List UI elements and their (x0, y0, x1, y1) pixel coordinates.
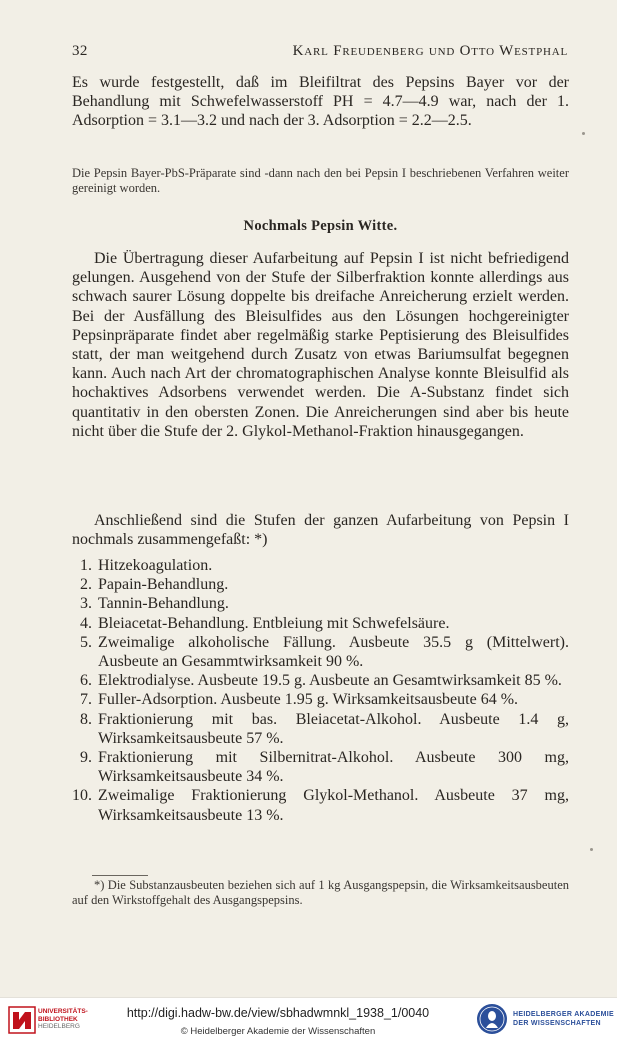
academy-label: HEIDELBERGER AKADEMIE DER WISSENSCHAFTEN (513, 1011, 614, 1027)
list-item-text: Elektrodialyse. Ausbeute 19.5 g. Ausbeute an Gesamtwirksamkeit 85 %. (98, 672, 562, 690)
paragraph-ph-values: Es wurde festgestellt, daß im Bleifiltrat des Pepsins Bayer vor der Behandlung mit Schwefelwasserstoff PH = 4.7—4.9 war, nach der 1. Adsorption = 3.1—3.2 und nach der 3. Adsorption = 2.2—2.5. (72, 74, 569, 130)
list-item (72, 575, 569, 594)
list-item-text: Zweimalige alkoholische Fällung. Ausbeute 35.5 g (Mittelwert). Ausbeute an Gesammtwirksamkeit 90 %. (98, 633, 569, 671)
list-item (72, 710, 569, 748)
list-item-number: 1. (80, 557, 92, 574)
university-library-logo-icon (8, 1006, 36, 1034)
paragraph-summary-intro: Anschließend sind die Stufen der ganzen Aufarbeitung von Pepsin I nochmals zusammengefaßt: *) (72, 512, 569, 549)
list-item-number: 5. (80, 633, 92, 651)
list-item-text: Bleiacetat-Behandlung. Entbleiung mit Schwefelsäure. (98, 614, 450, 632)
list-item (72, 556, 569, 575)
list-item (72, 614, 569, 633)
list-item (72, 748, 569, 786)
page-number: 32 (72, 43, 88, 59)
paragraph-pepsin-witte: Die Übertragung dieser Aufarbeitung auf Pepsin I ist nicht befriedigend gelungen. Ausgehend von der Stufe der Silberfraktion konnte allerdings aus schwach saurer Lösung doppelte bis dreifache Anreicherung erzielt werden. Bei der Ausfällung des Bleisulfides aus den Lösungen hochgereinigter Pepsinpräparate findet aber regelmäßig starke Peptisierung des Bleisulfides statt, der man weitgehend durch Zusatz von etwas Bariumsulfat begegnen kann. Auch nach Art der chromatographischen Analyse konnte Bleisulfid als hochaktives Adsorbens verwendet werden. Die A-Substanz findet sich quantitativ in den obersten Zonen. Die Anreicherungen sind aber bis heute nicht über die Stufe der 2. Glykol-Methanol-Fraktion hinausgegangen. (72, 250, 569, 440)
university-library-label: UNIVERSITÄTS- BIBLIOTHEK HEIDELBERG (38, 1008, 88, 1030)
list-item-number: 6. (80, 672, 92, 690)
scan-speck (590, 848, 593, 851)
list-item-number: 9. (80, 749, 92, 767)
list-item (72, 594, 569, 613)
list-item-number: 10. (72, 787, 92, 805)
list-item-number: 4. (80, 614, 92, 632)
list-item-text: Papain-Behandlung. (98, 576, 229, 594)
permalink-url[interactable]: http://digi.hadw-bw.de/view/sbhadwmnkl_1938_1/0040 (126, 1006, 430, 1020)
list-item-text: Fuller-Adsorption. Ausbeute 1.95 g. Wirksamkeitsausbeute 64 %. (98, 691, 519, 709)
scan-speck (582, 132, 585, 135)
page-header (72, 43, 568, 63)
list-item-text: Zweimalige Fraktionierung Glykol-Methanol. Ausbeute 37 mg, Wirksamkeitsausbeute 13 %. (98, 787, 569, 824)
procedure-steps-list (72, 556, 569, 825)
list-item-number: 7. (80, 691, 92, 709)
list-item-text: Tannin-Behandlung. (98, 595, 229, 613)
list-item-number: 8. (80, 710, 92, 728)
copyright-notice: © Heidelberger Akademie der Wissenschaften (180, 1026, 376, 1037)
list-item (72, 786, 569, 824)
list-item-text: Hitzekoagulation. (98, 557, 213, 574)
running-title: Karl Freudenberg und Otto Westphal (292, 43, 568, 59)
list-item (72, 633, 569, 671)
small-print-note: Die Pepsin Bayer-PbS-Präparate sind -dann nach den bei Pepsin I beschriebenen Verfahren weiter gereinigt worden. (72, 166, 569, 195)
list-item-number: 2. (80, 576, 92, 594)
section-heading: Nochmals Pepsin Witte. (243, 218, 398, 234)
academy-seal-icon (476, 1003, 508, 1035)
digitization-footer (0, 997, 617, 1042)
footnote-rule (92, 875, 148, 876)
list-item-text: Fraktionierung mit bas. Bleiacetat-Alkohol. Ausbeute 1.4 g, Wirksamkeitsausbeute 57 %. (98, 710, 569, 747)
list-item-text: Fraktionierung mit Silbernitrat-Alkohol. Ausbeute 300 mg, Wirksamkeitsausbeute 34 %. (98, 749, 569, 786)
footnote: *) Die Substanzausbeuten beziehen sich auf 1 kg Ausgangspepsin, die Wirksamkeitsausbeuten auf den Wirkstoffgehalt des Ausgangspepsins. (72, 878, 569, 907)
list-item-number: 3. (80, 595, 92, 613)
list-item (72, 690, 569, 709)
list-item (72, 671, 569, 690)
